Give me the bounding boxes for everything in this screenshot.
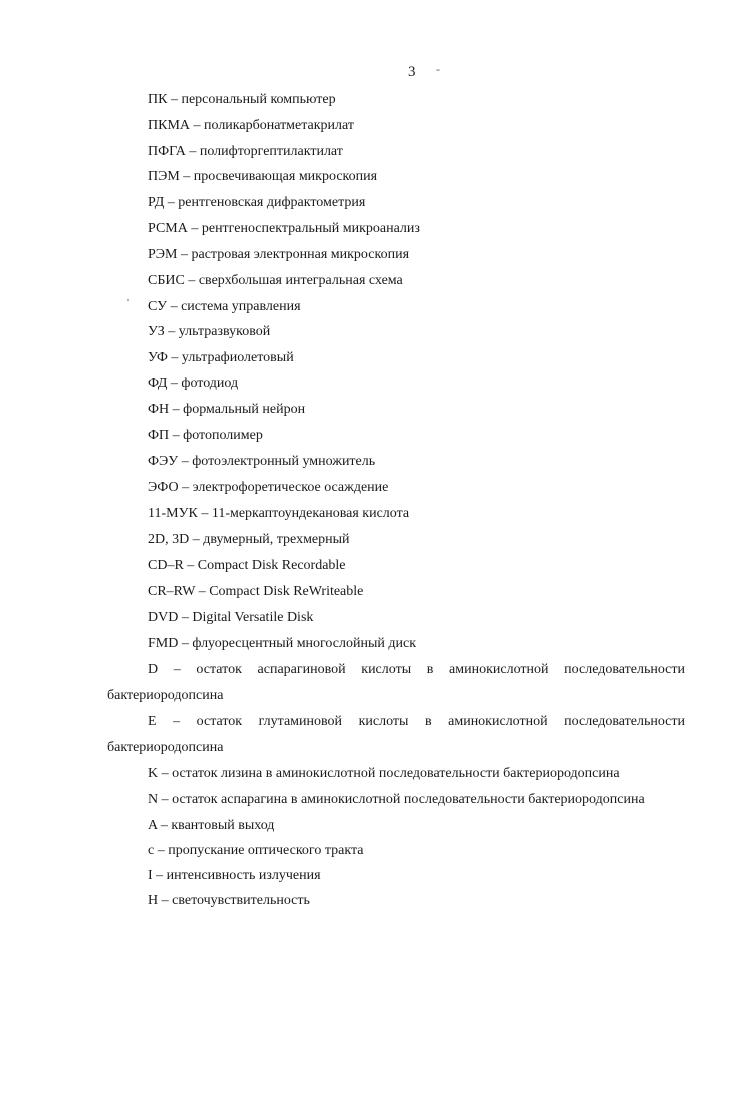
list-item: ФЭУ – фотоэлектронный умножитель bbox=[148, 454, 376, 469]
list-item: ФД – фотодиод bbox=[148, 376, 239, 391]
list-item: DVD – Digital Versatile Disk bbox=[148, 610, 314, 625]
list-item: N – остаток аспарагина в аминокислотной последовательности бактериородопсина bbox=[148, 792, 645, 807]
list-item: ФН – формальный нейрон bbox=[148, 402, 306, 417]
page-number: 3 bbox=[408, 64, 416, 80]
list-item: H – светочувствительность bbox=[148, 893, 310, 908]
list-item: c – пропускание оптического тракта bbox=[148, 843, 364, 858]
list-item: ПК – персональный компьютер bbox=[148, 92, 336, 107]
list-item: ПФГА – полифторгептилактилат bbox=[148, 144, 343, 159]
list-item: A – квантовый выход bbox=[148, 818, 275, 833]
list-item: 11-МУК – 11-меркаптоундекановая кислота bbox=[148, 506, 410, 521]
entry-continuation: бактериородопсина bbox=[107, 740, 224, 755]
list-item: СБИС – сверхбольшая интегральная схема bbox=[148, 273, 403, 288]
list-item: УЗ – ультразвуковой bbox=[148, 324, 271, 339]
list-item: I – интенсивность излучения bbox=[148, 868, 321, 883]
list-item: K – остаток лизина в аминокислотной последовательности бактериородопсина bbox=[148, 766, 620, 781]
list-item: ФП – фотополимер bbox=[148, 428, 263, 443]
entry-first-line: D – остаток аспарагиновой кислоты в аминокислотной последовательности bbox=[148, 662, 685, 677]
list-item: ПЭМ – просвечивающая микроскопия bbox=[148, 169, 378, 184]
list-item: РСМА – рентгеноспектральный микроанализ bbox=[148, 221, 420, 236]
list-item: FMD – флуоресцентный многослойный диск bbox=[148, 636, 416, 651]
list-item: РД – рентгеновская дифрактометрия bbox=[148, 195, 366, 210]
list-item-long bbox=[107, 660, 685, 706]
list-item: РЭМ – растровая электронная микроскопия bbox=[148, 247, 410, 262]
entry-continuation: бактериородопсина bbox=[107, 688, 224, 703]
stray-mark: - bbox=[436, 62, 440, 76]
list-item: ЭФО – электрофоретическое осаждение bbox=[148, 480, 389, 495]
list-item: CR–RW – Compact Disk ReWriteable bbox=[148, 584, 364, 599]
list-item: ПКМА – поликарбонатметакрилат bbox=[148, 118, 355, 133]
list-item: УФ – ультрафиолетовый bbox=[148, 350, 294, 365]
list-item: 2D, 3D – двумерный, трехмерный bbox=[148, 532, 350, 547]
list-item: СУ – система управления bbox=[148, 299, 301, 314]
list-item: CD–R – Compact Disk Recordable bbox=[148, 558, 346, 573]
entry-first-line: E – остаток глутаминовой кислоты в аминокислотной последовательности bbox=[148, 714, 685, 729]
margin-mark: ' bbox=[127, 297, 129, 309]
list-item-long bbox=[107, 712, 685, 758]
